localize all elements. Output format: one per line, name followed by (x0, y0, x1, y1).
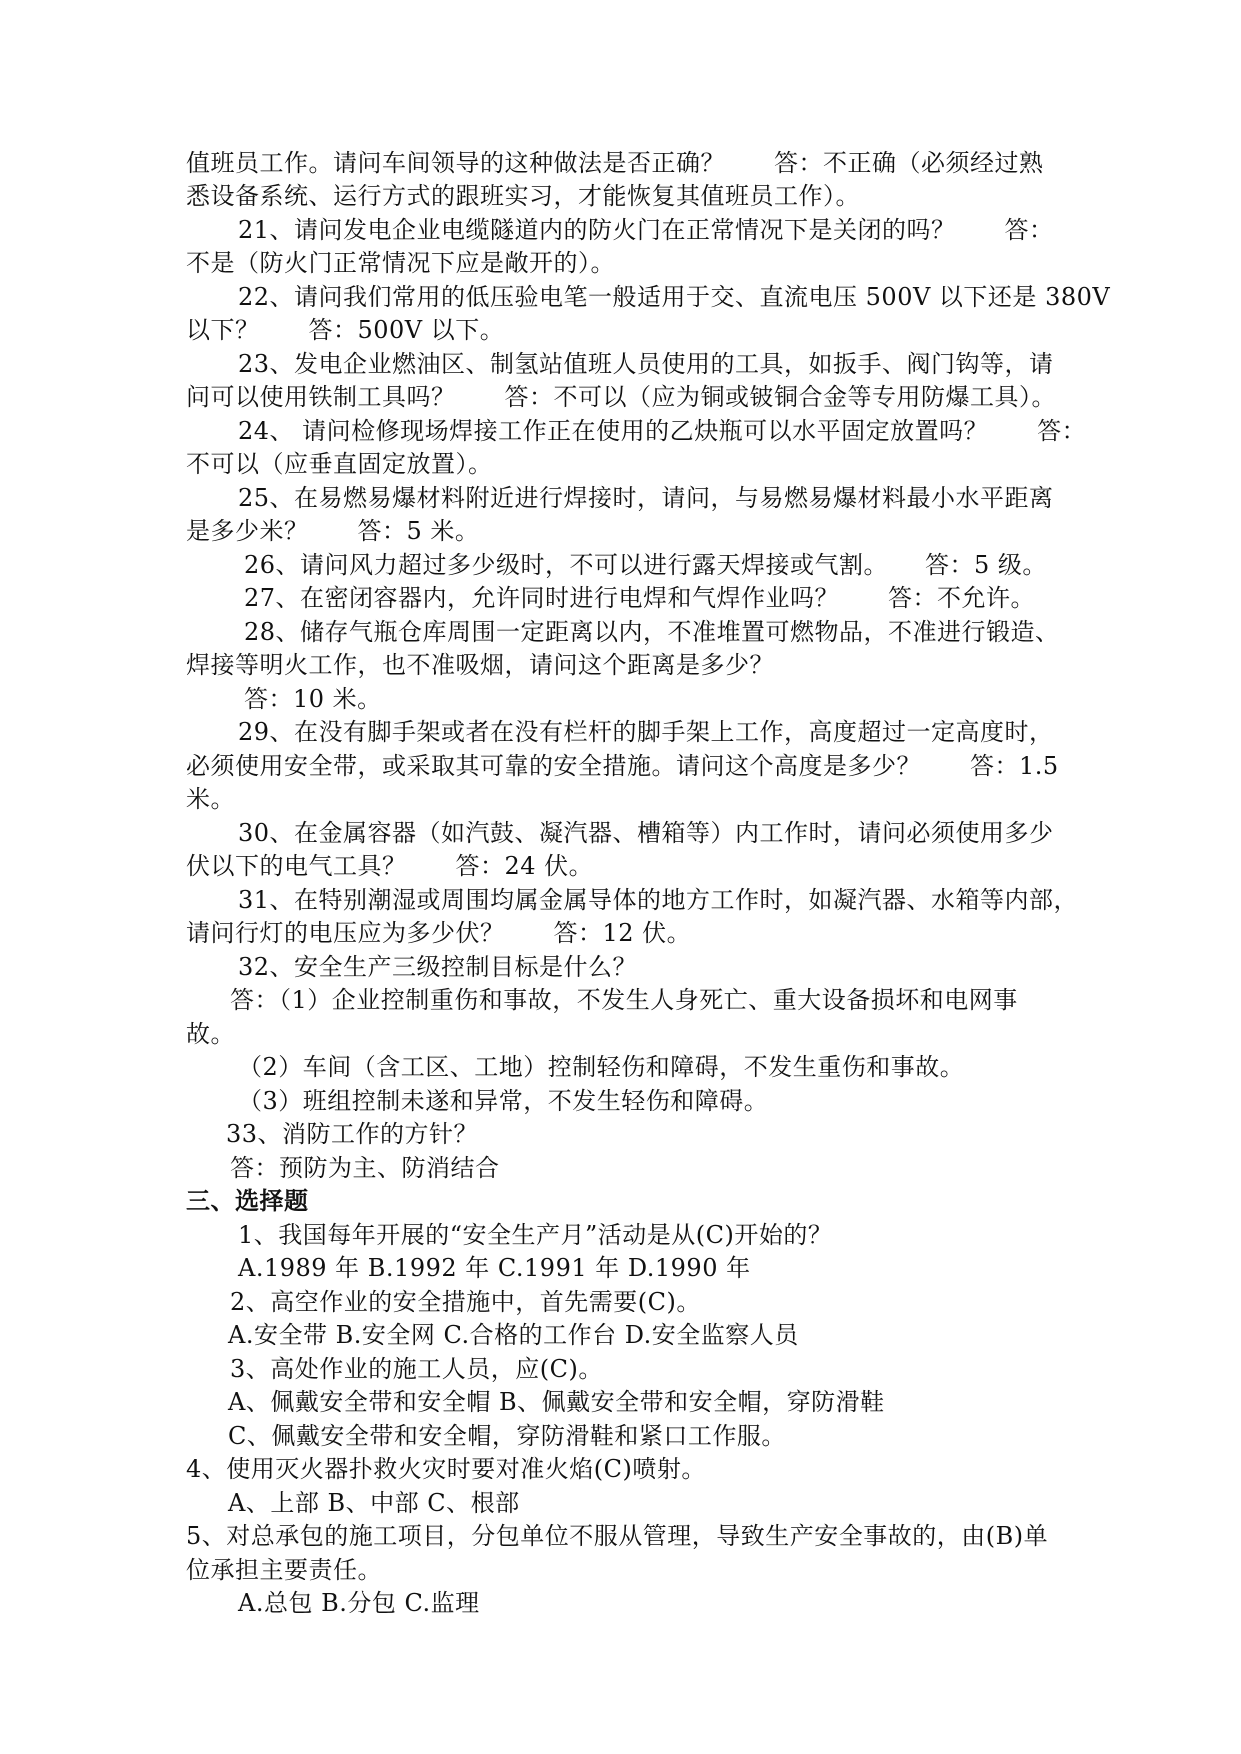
text-line: （3）班组控制未遂和异常，不发生轻伤和障碍。 (238, 1087, 769, 1115)
text-line: 伏以下的电气工具？ 答：24 伏。 (186, 852, 594, 880)
text-line: 值班员工作。请问车间领导的这种做法是否正确？ 答：不正确（必须经过熟 (186, 149, 1044, 177)
text-line: A、佩戴安全带和安全帽 B、佩戴安全带和安全帽，穿防滑鞋 (228, 1388, 885, 1416)
text-line: 25、在易燃易爆材料附近进行焊接时，请问，与易燃易爆材料最小水平距离 (238, 484, 1054, 512)
text-line: 问可以使用铁制工具吗？ 答：不可以（应为铜或铍铜合金等专用防爆工具）。 (186, 383, 1056, 411)
section-heading: 三、选择题 (186, 1186, 309, 1215)
text-line: 以下？ 答：500V 以下。 (186, 316, 505, 344)
text-line: A.安全带 B.安全网 C.合格的工作台 D.安全监察人员 (228, 1321, 799, 1349)
text-line: 4、使用灭火器扑救火灾时要对准火焰(C)喷射。 (186, 1455, 706, 1483)
text-line: 请问行灯的电压应为多少伏？ 答：12 伏。 (186, 919, 692, 947)
text-line: 28、储存气瓶仓库周围一定距离以内，不准堆置可燃物品，不准进行锻造、 (244, 618, 1060, 646)
text-line: A、上部 B、中部 C、根部 (228, 1489, 520, 1517)
text-line: 33、消防工作的方针？ (226, 1120, 479, 1148)
text-line: 29、在没有脚手架或者在没有栏杆的脚手架上工作，高度超过一定高度时， (238, 718, 1054, 746)
text-line: 焊接等明火工作，也不准吸烟，请问这个距离是多少？ (186, 651, 774, 679)
text-line: A.1989 年 B.1992 年 C.1991 年 D.1990 年 (238, 1254, 751, 1282)
text-line: 21、请问发电企业电缆隧道内的防火门在正常情况下是关闭的吗？ 答： (238, 216, 1054, 244)
text-line: 2、高空作业的安全措施中，首先需要(C)。 (230, 1288, 701, 1316)
text-line: 米。 (186, 785, 235, 813)
text-line: 27、在密闭容器内，允许同时进行电焊和气焊作业吗？ 答：不允许。 (244, 584, 1036, 612)
text-line: 1、我国每年开展的“安全生产月”活动是从(C)开始的？ (238, 1221, 833, 1249)
text-line: 32、安全生产三级控制目标是什么？ (238, 953, 638, 981)
text-line: 23、发电企业燃油区、制氢站值班人员使用的工具，如扳手、阀门钩等，请 (238, 350, 1054, 378)
text-line: 是多少米？ 答：5 米。 (186, 517, 480, 545)
text-line: 故。 (186, 1020, 235, 1048)
text-line: 答：预防为主、防消结合 (230, 1154, 500, 1182)
text-line: 答：10 米。 (244, 685, 382, 713)
text-line: 3、高处作业的施工人员，应(C)。 (230, 1355, 603, 1383)
text-line: 31、在特别潮湿或周围均属金属导体的地方工作时，如凝汽器、水箱等内部， (238, 886, 1079, 914)
text-line: 22、请问我们常用的低压验电笔一般适用于交、直流电压 500V 以下还是 380V (238, 283, 1111, 311)
text-line: 悉设备系统、运行方式的跟班实习，才能恢复其值班员工作）。 (186, 182, 860, 210)
text-line: 26、请问风力超过多少级时，不可以进行露天焊接或气割。 答：5 级。 (244, 551, 1047, 579)
text-line: 24、 请问检修现场焊接工作正在使用的乙炔瓶可以水平固定放置吗？ 答： (238, 417, 1087, 445)
text-line: 30、在金属容器（如汽鼓、凝汽器、槽箱等）内工作时，请问必须使用多少 (238, 819, 1054, 847)
text-line: 不是（防火门正常情况下应是敞开的）。 (186, 249, 615, 277)
text-line: （2）车间（含工区、工地）控制轻伤和障碍，不发生重伤和事故。 (238, 1053, 965, 1081)
text-line: 不可以（应垂直固定放置）。 (186, 450, 493, 478)
text-line: 5、对总承包的施工项目，分包单位不服从管理，导致生产安全事故的，由(B)单 (186, 1522, 1049, 1550)
text-line: 位承担主要责任。 (186, 1556, 382, 1584)
text-line: 必须使用安全带，或采取其可靠的安全措施。请问这个高度是多少？ 答：1.5 (186, 752, 1059, 780)
text-line: 答：（1）企业控制重伤和事故，不发生人身死亡、重大设备损坏和电网事 (230, 986, 1018, 1014)
text-line: A.总包 B.分包 C.监理 (238, 1589, 480, 1617)
text-line: C、佩戴安全带和安全帽，穿防滑鞋和紧口工作服。 (228, 1422, 786, 1450)
